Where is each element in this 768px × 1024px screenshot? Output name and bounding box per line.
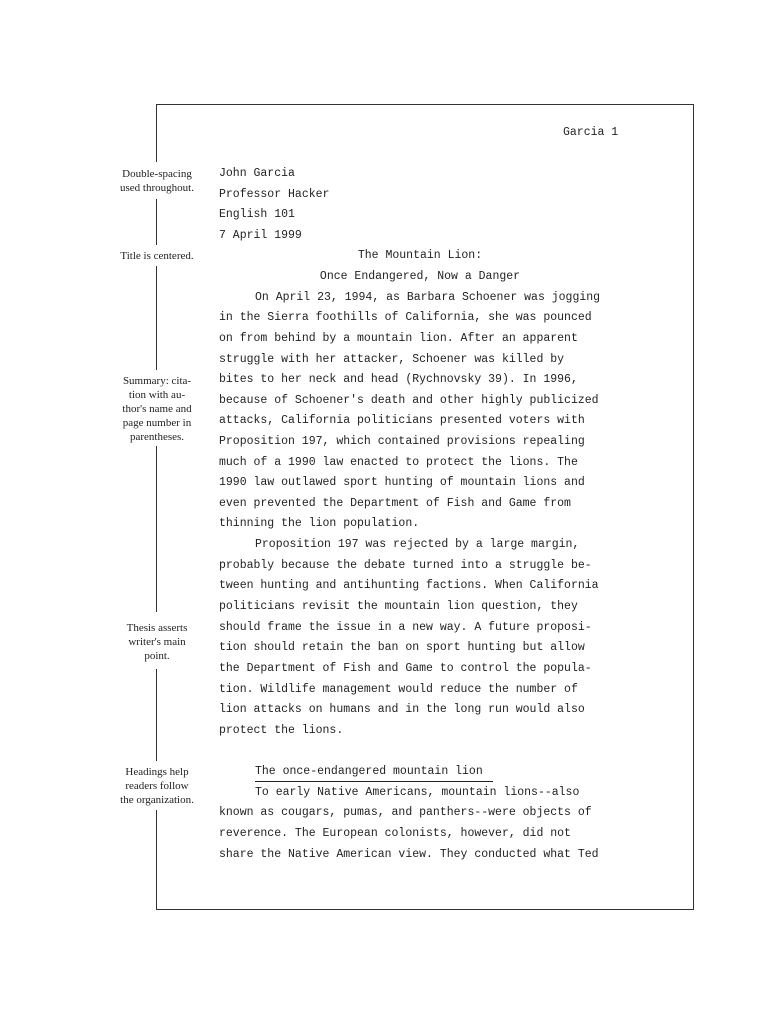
annotation-headings: Headings help readers follow the organization. bbox=[120, 766, 194, 806]
body-text-line: 1990 law outlawed sport hunting of mountain lions and bbox=[219, 476, 585, 489]
body-text-line: tion. Wildlife management would reduce the number of bbox=[219, 683, 578, 696]
page-frame-left bbox=[156, 266, 157, 370]
body-text-line: thinning the lion population. bbox=[219, 517, 420, 530]
body-text-line: reverence. The European colonists, however, did not bbox=[219, 827, 571, 840]
body-text-line: the Department of Fish and Game to control the popula- bbox=[219, 662, 592, 675]
section-heading: The once-endangered mountain lion bbox=[255, 765, 483, 778]
body-text-line: probably because the debate turned into a struggle be- bbox=[219, 559, 592, 572]
page-frame-bottom bbox=[156, 909, 694, 910]
page-frame-right bbox=[693, 104, 694, 910]
body-text-line: protect the lions. bbox=[219, 724, 344, 737]
annotation-title-centered: Title is centered. bbox=[120, 250, 194, 262]
body-text-line: bites to her neck and head (Rychnovsky 39). In 1996, bbox=[219, 373, 578, 386]
body-text-line: tween hunting and antihunting factions. When California bbox=[219, 579, 599, 592]
date: 7 April 1999 bbox=[219, 229, 302, 242]
annotation-thesis: Thesis asserts writer's main point. bbox=[126, 622, 188, 662]
paper-title-line: The Mountain Lion: bbox=[357, 249, 483, 262]
body-text-line: share the Native American view. They conducted what Ted bbox=[219, 848, 599, 861]
page-frame-left bbox=[156, 669, 157, 761]
body-text-line: lion attacks on humans and in the long run would also bbox=[219, 703, 585, 716]
page-frame-top bbox=[156, 104, 694, 105]
body-text-line: tion should retain the ban on sport hunting but allow bbox=[219, 641, 585, 654]
page-frame-left bbox=[156, 446, 157, 612]
body-text-line: should frame the issue in a new way. A future proposi- bbox=[219, 621, 592, 634]
page-frame-left bbox=[156, 104, 157, 162]
body-text-line: known as cougars, pumas, and panthers--were objects of bbox=[219, 806, 592, 819]
author-name: John Garcia bbox=[219, 167, 295, 180]
course-name: English 101 bbox=[219, 208, 295, 221]
body-text-line: struggle with her attacker, Schoener was killed by bbox=[219, 353, 565, 366]
body-text-line: in the Sierra foothills of California, she was pounced bbox=[219, 311, 592, 324]
annotation-double-spacing: Double-spacing used throughout. bbox=[120, 168, 194, 194]
instructor-name: Professor Hacker bbox=[219, 188, 330, 201]
body-text-line: Proposition 197 was rejected by a large margin, bbox=[255, 538, 580, 551]
body-text-line: Proposition 197, which contained provisions repealing bbox=[219, 435, 585, 448]
heading-underline bbox=[255, 781, 493, 782]
body-text-line: To early Native Americans, mountain lions--also bbox=[255, 786, 580, 799]
body-text-line: on from behind by a mountain lion. After an apparent bbox=[219, 332, 578, 345]
body-text-line: because of Schoener's death and other highly publicized bbox=[219, 394, 599, 407]
body-text-line: On April 23, 1994, as Barbara Schoener was jogging bbox=[255, 291, 601, 304]
page-frame-left bbox=[156, 199, 157, 245]
annotation-summary-citation: Summary: cita- tion with au- thor's name and page number in parentheses. bbox=[122, 375, 192, 443]
body-text-line: much of a 1990 law enacted to protect the lions. The bbox=[219, 456, 578, 469]
body-text-line: even prevented the Department of Fish and Game from bbox=[219, 497, 571, 510]
page-frame-left bbox=[156, 810, 157, 910]
body-text-line: politicians revisit the mountain lion question, they bbox=[219, 600, 578, 613]
page-number: Garcia 1 bbox=[563, 126, 619, 139]
body-text-line: attacks, California politicians presented voters with bbox=[219, 414, 585, 427]
paper-title-line: Once Endangered, Now a Danger bbox=[319, 270, 521, 283]
